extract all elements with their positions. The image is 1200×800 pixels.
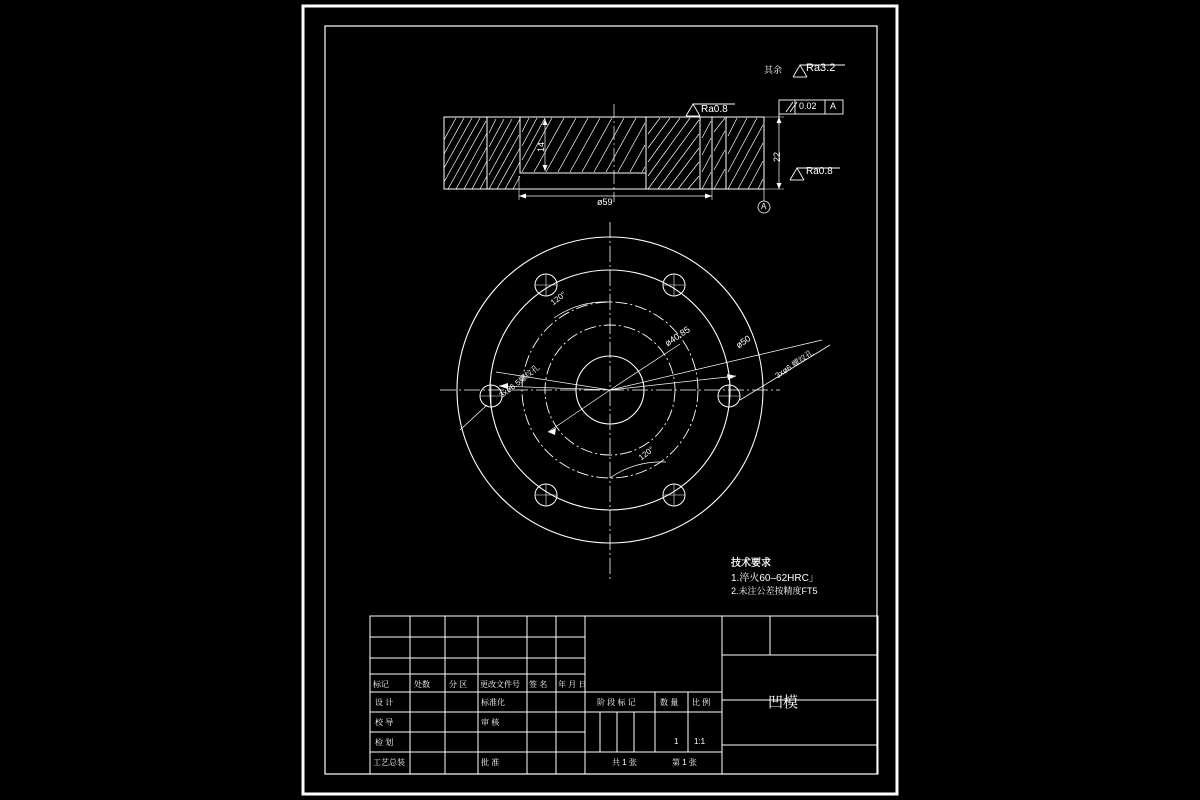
outer-dim: ø50: [734, 333, 753, 351]
general-finish-value: Ra3.2: [806, 62, 836, 74]
row-label-design: 设 计: [375, 698, 394, 707]
row-mid-standardize: 标准化: [481, 698, 505, 707]
row-label-check: 校 导: [375, 718, 394, 727]
stage-header-0: 阶 段 标 记: [597, 698, 636, 707]
general-finish-note: 其余: [764, 65, 783, 75]
stage-header-1: 数 量: [660, 698, 679, 707]
quantity-value: 1: [674, 737, 679, 746]
hole-note-right: 3xø6 螺纹孔: [773, 348, 816, 381]
part-name: 凹模: [768, 694, 799, 711]
tech-requirement-1: 1.淬火60–62HRC」: [731, 573, 819, 584]
tech-requirements-heading: 技术要求: [731, 558, 771, 569]
row-label-process: 工艺总装: [373, 758, 405, 767]
rev-header-5: 年 月 日: [558, 680, 587, 689]
angle-dim-2: 120°: [637, 444, 656, 463]
sheet-index: 第 1 张: [672, 758, 697, 767]
rev-header-4: 签 名: [529, 680, 548, 689]
sheet-total: 共 1 张: [612, 758, 637, 767]
row-mid-review: 审 核: [481, 718, 500, 727]
tech-requirement-2: 2.未注公差按精度FT5: [731, 586, 818, 596]
hole-note-left: 3xø6.5螺纹孔: [497, 362, 542, 400]
gd-t-value: 0.02: [799, 101, 817, 111]
rev-header-2: 分 区: [449, 680, 468, 689]
angle-dim-1: 120°: [549, 289, 568, 308]
rev-header-3: 更改文件号: [480, 680, 520, 689]
stage-header-2: 比 例: [692, 698, 711, 707]
datum-label: A: [761, 202, 767, 211]
bottom-face-finish-value: Ra0.8: [806, 166, 833, 177]
row-mid-approve: 批 准: [481, 758, 500, 767]
gd-t-datum: A: [830, 101, 837, 111]
rev-header-1: 处数: [414, 680, 430, 689]
rev-header-0: 标记: [373, 680, 389, 689]
diameter-dim-59: ø59: [597, 197, 613, 207]
pcd-dim: ø40.85: [663, 324, 692, 349]
scale-value: 1:1: [694, 737, 706, 746]
inner-height-dim: 14: [536, 141, 546, 152]
row-label-inspect: 检 划: [375, 738, 394, 747]
top-face-finish-value: Ra0.8: [701, 104, 728, 115]
overall-height-dim: 22: [772, 151, 782, 162]
